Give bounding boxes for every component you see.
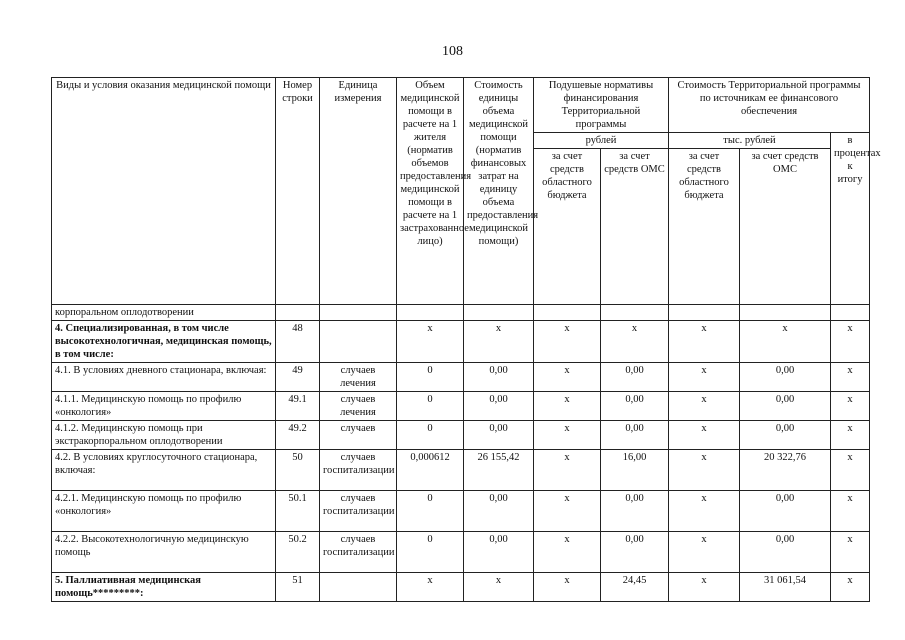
row-tc-oms: х <box>740 321 831 363</box>
header-tc-oms: за счет средств ОМС <box>740 149 831 305</box>
row-pc-oms: х <box>601 321 669 363</box>
row-name: 4.2.2. Высокотехнологичную медицинскую помощь <box>52 532 276 573</box>
row-line: 49 <box>276 363 320 392</box>
row-pc-oms: 0,00 <box>601 532 669 573</box>
header-row-1 <box>52 78 870 133</box>
row-name: 4. Специализированная, в том числе высокотехнологичная, медицинская помощь, в том числе: <box>52 321 276 363</box>
row-tc-oms: 0,00 <box>740 491 831 532</box>
row-volume: 0 <box>397 421 464 450</box>
row-pc-oms: 0,00 <box>601 491 669 532</box>
empty-cell <box>464 305 534 321</box>
table-row <box>52 421 870 450</box>
row-unit: случаев госпитализации <box>320 491 397 532</box>
program-cost-table <box>51 77 881 602</box>
row-pc-budget: х <box>534 321 601 363</box>
row-volume: х <box>397 321 464 363</box>
row-pc-budget: х <box>534 392 601 421</box>
header-rub: рублей <box>534 133 669 149</box>
header-unit-cost: Стоимость единицы объема медицинской помощи (норматив финансовых затрат на единицу объема предоставления медицинской помощи) <box>464 78 534 305</box>
row-line: 49.2 <box>276 421 320 450</box>
row-pct: х <box>831 532 870 573</box>
header-cost-group: Стоимость Территориальной программы по источникам ее финансового обеспечения <box>669 78 870 133</box>
row-cost: 26 155,42 <box>464 450 534 491</box>
table-row <box>52 532 870 573</box>
row-name: 4.1.1. Медицинскую помощь по профилю «онкология» <box>52 392 276 421</box>
table-row <box>52 573 870 602</box>
row-pct: х <box>831 363 870 392</box>
row-tc-oms: 0,00 <box>740 421 831 450</box>
row-line: 50 <box>276 450 320 491</box>
row-pc-budget: х <box>534 363 601 392</box>
header-unit: Единица измерения <box>320 78 397 305</box>
row-pct: х <box>831 392 870 421</box>
table-row-continuation <box>52 305 870 321</box>
header-line-number: Номер строки <box>276 78 320 305</box>
row-tc-oms: 31 061,54 <box>740 573 831 602</box>
row-tc-budget: х <box>669 321 740 363</box>
row-tc-oms: 0,00 <box>740 532 831 573</box>
page-number: 108 <box>442 44 463 59</box>
row-pc-oms: 24,45 <box>601 573 669 602</box>
header-pc-oms: за счет средств ОМС <box>601 149 669 305</box>
row-line: 48 <box>276 321 320 363</box>
row-pc-oms: 0,00 <box>601 392 669 421</box>
row-name: 5. Паллиативная медицинская помощь*********: <box>52 573 276 602</box>
row-pc-oms: 16,00 <box>601 450 669 491</box>
row-volume: 0 <box>397 532 464 573</box>
row-pc-budget: х <box>534 491 601 532</box>
row-tc-budget: х <box>669 532 740 573</box>
table-row <box>52 392 870 421</box>
empty-cell <box>740 305 831 321</box>
row-volume: 0 <box>397 392 464 421</box>
header-pc-regional-budget: за счет средств областного бюджета <box>534 149 601 305</box>
row-pc-budget: х <box>534 450 601 491</box>
empty-cell <box>320 305 397 321</box>
table-row <box>52 321 870 363</box>
row-pc-budget: х <box>534 532 601 573</box>
row-unit: случаев госпитализации <box>320 450 397 491</box>
table-row <box>52 491 870 532</box>
row-tc-oms: 20 322,76 <box>740 450 831 491</box>
header-percent-total: в процентах к итогу <box>831 133 870 305</box>
empty-cell <box>534 305 601 321</box>
row-cost: 0,00 <box>464 532 534 573</box>
row-pct: х <box>831 321 870 363</box>
empty-cell <box>831 305 870 321</box>
row-volume: х <box>397 573 464 602</box>
row-unit: случаев лечения <box>320 363 397 392</box>
row-cost: 0,00 <box>464 392 534 421</box>
row-pc-oms: 0,00 <box>601 363 669 392</box>
row-line: 50.2 <box>276 532 320 573</box>
empty-cell <box>669 305 740 321</box>
row-name: 4.1. В условиях дневного стационара, включая: <box>52 363 276 392</box>
row-pct: х <box>831 421 870 450</box>
row-cost: 0,00 <box>464 363 534 392</box>
row-cost: х <box>464 321 534 363</box>
row-tc-budget: х <box>669 421 740 450</box>
row-unit: случаев <box>320 421 397 450</box>
row-name: 4.1.2. Медицинскую помощь при экстракорпоральном оплодотворении <box>52 421 276 450</box>
row-tc-budget: х <box>669 450 740 491</box>
header-per-capita-group: Подушевые нормативы финансирования Территориальной программы <box>534 78 669 133</box>
continuation-text: корпоральном оплодотворении <box>52 305 276 321</box>
row-name: 4.2.1. Медицинскую помощь по профилю «онкология» <box>52 491 276 532</box>
row-pct: х <box>831 491 870 532</box>
row-pc-oms: 0,00 <box>601 421 669 450</box>
row-pct: х <box>831 450 870 491</box>
row-cost: 0,00 <box>464 491 534 532</box>
row-unit: случаев лечения <box>320 392 397 421</box>
row-unit <box>320 573 397 602</box>
header-types: Виды и условия оказания медицинской помощи <box>52 78 276 305</box>
row-volume: 0 <box>397 491 464 532</box>
row-cost: х <box>464 573 534 602</box>
row-cost: 0,00 <box>464 421 534 450</box>
row-line: 51 <box>276 573 320 602</box>
empty-cell <box>397 305 464 321</box>
row-tc-oms: 0,00 <box>740 363 831 392</box>
table-row <box>52 450 870 491</box>
row-pc-budget: х <box>534 421 601 450</box>
row-name: 4.2. В условиях круглосуточного стационара, включая: <box>52 450 276 491</box>
row-pc-budget: х <box>534 573 601 602</box>
row-tc-budget: х <box>669 363 740 392</box>
empty-cell <box>601 305 669 321</box>
row-tc-budget: х <box>669 392 740 421</box>
header-thous-rub: тыс. рублей <box>669 133 831 149</box>
row-volume: 0 <box>397 363 464 392</box>
row-unit: случаев госпитализации <box>320 532 397 573</box>
row-line: 50.1 <box>276 491 320 532</box>
row-tc-budget: х <box>669 573 740 602</box>
table-row <box>52 363 870 392</box>
row-line: 49.1 <box>276 392 320 421</box>
empty-cell <box>276 305 320 321</box>
row-pct: х <box>831 573 870 602</box>
row-tc-budget: х <box>669 491 740 532</box>
row-unit <box>320 321 397 363</box>
header-tc-regional-budget: за счет средств областного бюджета <box>669 149 740 305</box>
header-volume: Объем медицинской помощи в расчете на 1 жителя (норматив объемов предоставления медицинской помощи в расчете на 1 застрахованное лицо) <box>397 78 464 305</box>
row-tc-oms: 0,00 <box>740 392 831 421</box>
row-volume: 0,000612 <box>397 450 464 491</box>
